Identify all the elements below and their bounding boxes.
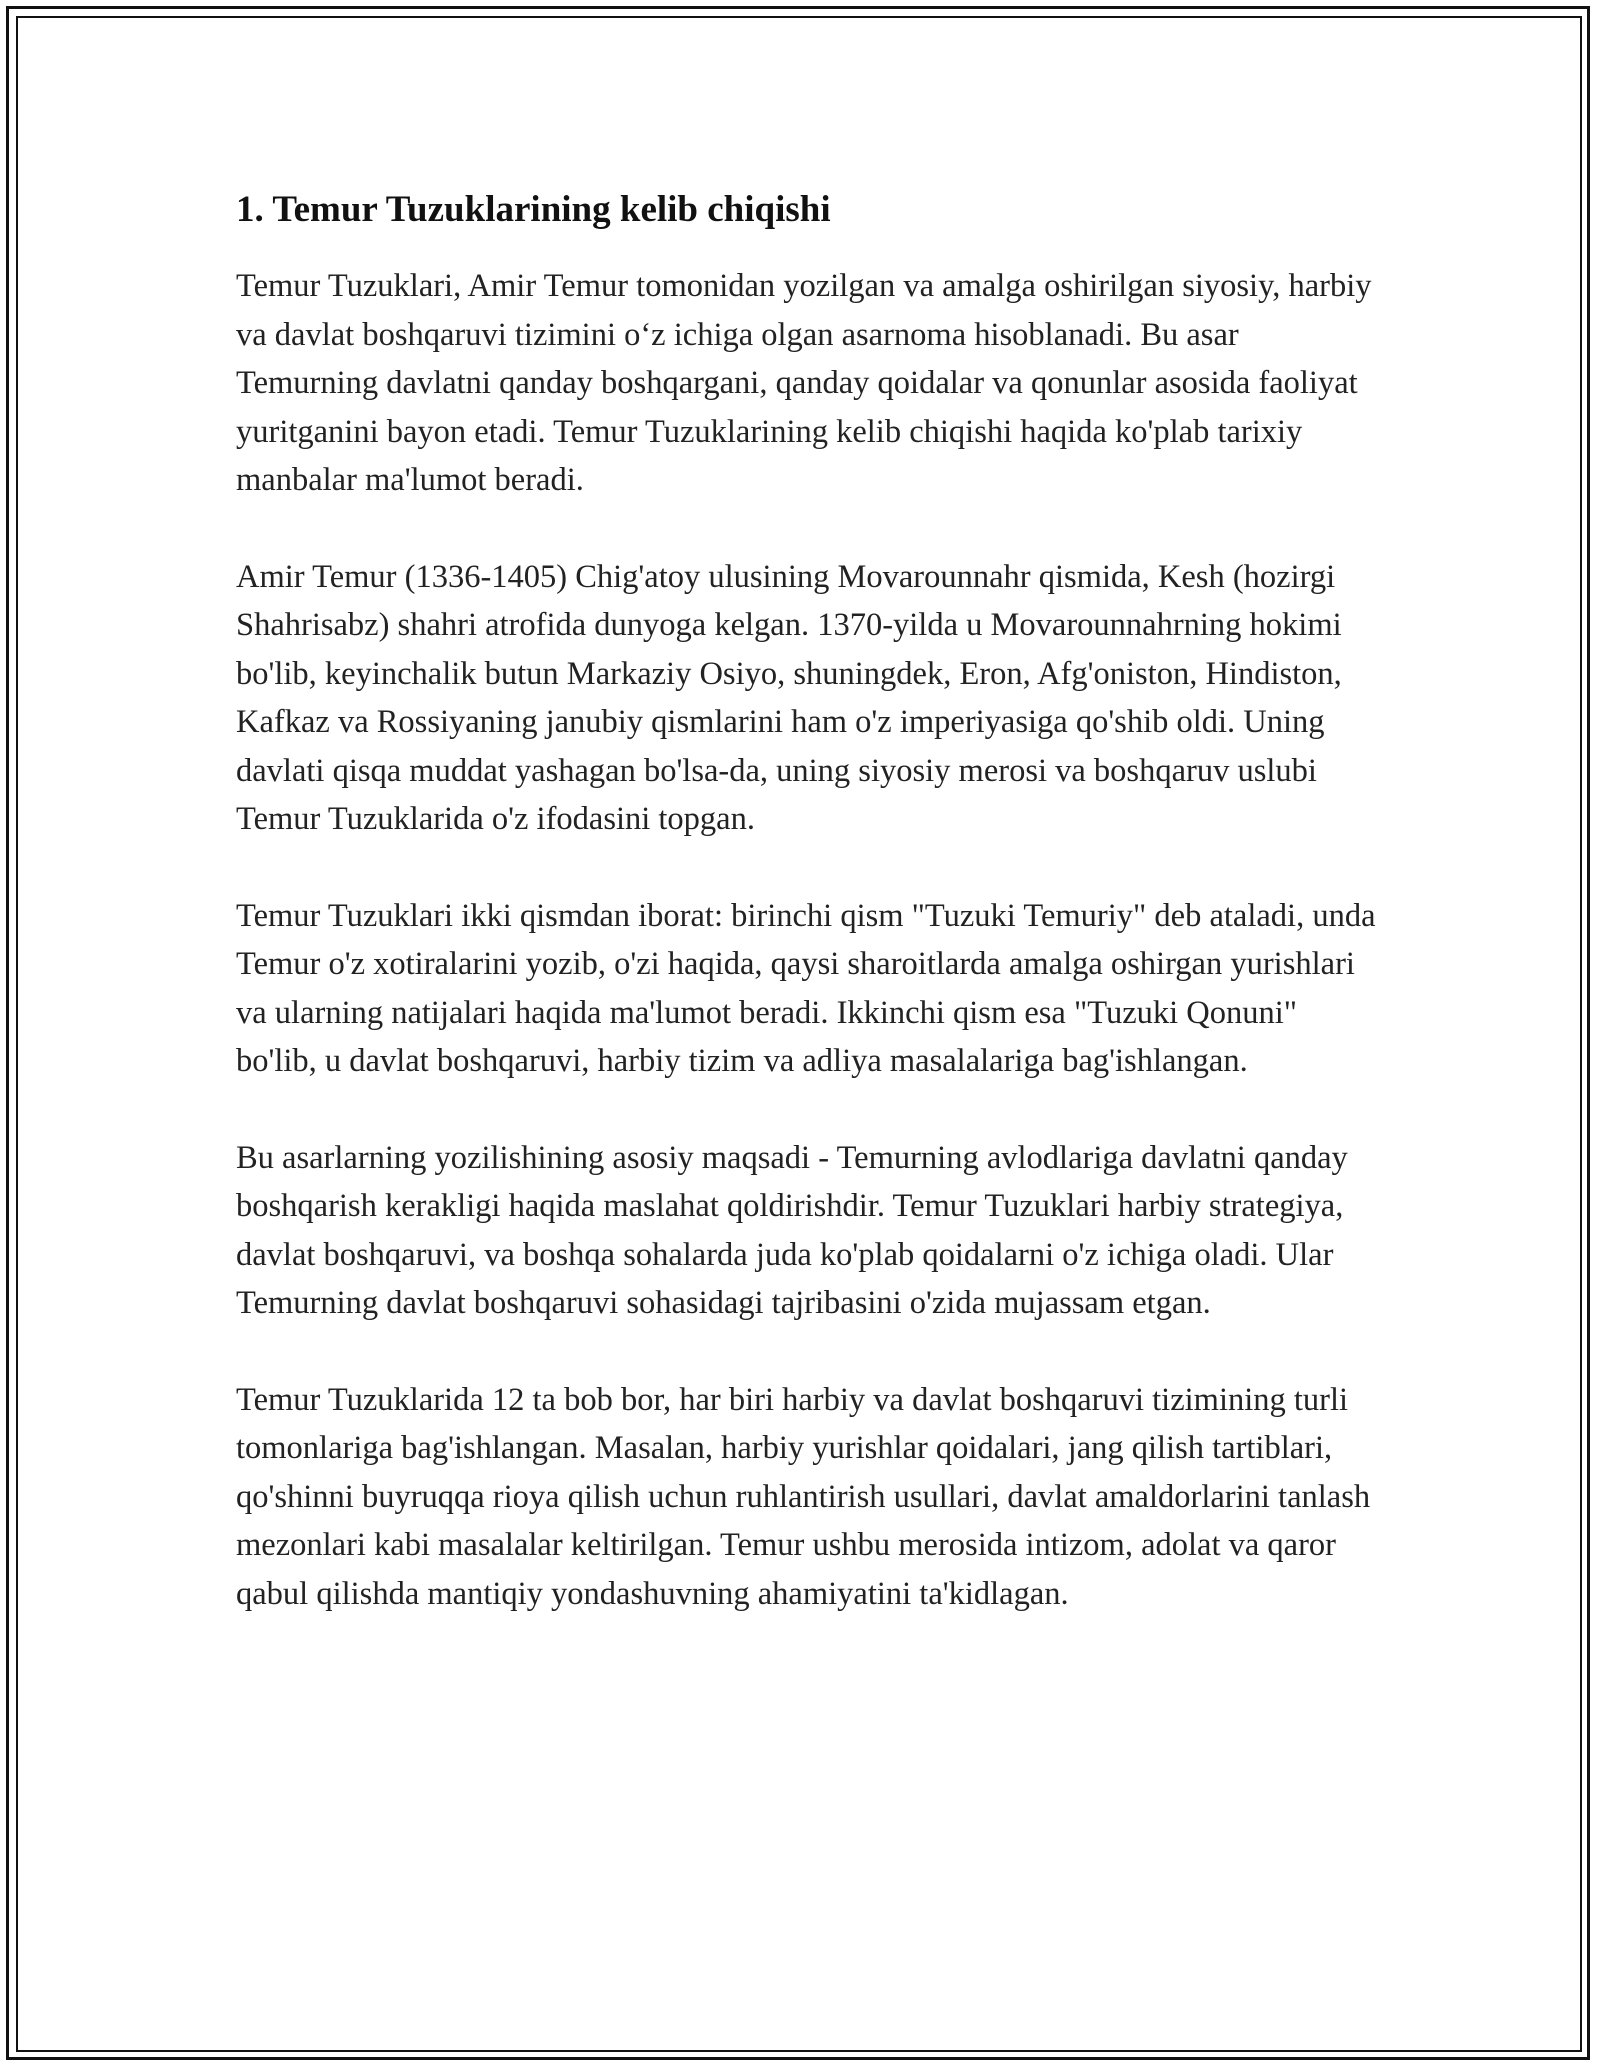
paragraph-purpose: Bu asarlarning yozilishining asosiy maqsadi - Temurning avlodlariga davlatni qanday boshqarish kerakligi haqida maslahat qoldirishdir. Temur Tuzuklari harbiy strategiya, davlat boshqaruvi, va boshqa sohalarda juda ko'plab qoidalarni o'z ichiga oladi. Ular Temurning davlat boshqaruvi sohasidagi tajribasini o'zida mujassam etgan. bbox=[236, 1139, 1348, 1321]
paragraph-chapters: Temur Tuzuklarida 12 ta bob bor, har biri harbiy va davlat boshqaruvi tizimining turli tomonlariga bag'ishlangan. Masalan, harbiy yurishlar qoidalari, jang qilish tartiblari, qo'shinni buyruqqa rioya qilish uchun ruhlantirish usullari, davlat amaldorlarini tanlash mezonlari kabi masalalar keltirilgan. Temur ushbu merosida intizom, adolat va qaror qabul qilishda mantiqiy yondashuvning ahamiyatini ta'kidlagan. bbox=[236, 1381, 1371, 1612]
paragraph-origin: Temur Tuzuklari, Amir Temur tomonidan yozilgan va amalga oshirilgan siyosiy, harbiy va davlat boshqaruvi tizimini o‘z ichiga olgan asarnoma hisoblanadi. Bu asar Temurning davlatni qanday boshqargani, qanday qoidalar va qonunlar asosida faoliyat yuritganini bayon etadi. Temur Tuzuklarining kelib chiqishi haqida ko'plab tarixiy manbalar ma'lumot beradi. bbox=[236, 268, 1372, 498]
paragraph-biography: Amir Temur (1336-1405) Chig'atoy ulusining Movarounnahr qismida, Kesh (hozirgi Shahrisabz) shahri atrofida dunyoga kelgan. 1370-yilda u Movarounnahrning hokimi bo'lib, keyinchalik butun Markaziy Osiyo, shuningdek, Eron, Afg'oniston, Hindiston, Kafkaz va Rossiyaning janubiy qismlarini ham o'z imperiyasiga qo'shib oldi. Uning davlati qisqa muddat yashagan bo'lsa-da, uning siyosiy merosi va boshqaruv uslubi Temur Tuzuklarida o'z ifodasini topgan. bbox=[236, 558, 1342, 837]
paragraph-structure: Temur Tuzuklari ikki qismdan iborat: birinchi qism "Tuzuki Temuriy" deb ataladi, unda Temur o'z xotiralarini yozib, o'zi haqida, qaysi sharoitlarda amalga oshirgan yurishlari va ularning natijalari haqida ma'lumot beradi. Ikkinchi qism esa "Tuzuki Qonuni" bo'lib, u davlat boshqaruvi, harbiy tizim va adliya masalalariga bag'ishlangan. bbox=[236, 897, 1376, 1079]
document-body bbox=[236, 186, 1376, 1666]
section-heading: 1. Temur Tuzuklarining kelib chiqishi bbox=[236, 189, 831, 230]
